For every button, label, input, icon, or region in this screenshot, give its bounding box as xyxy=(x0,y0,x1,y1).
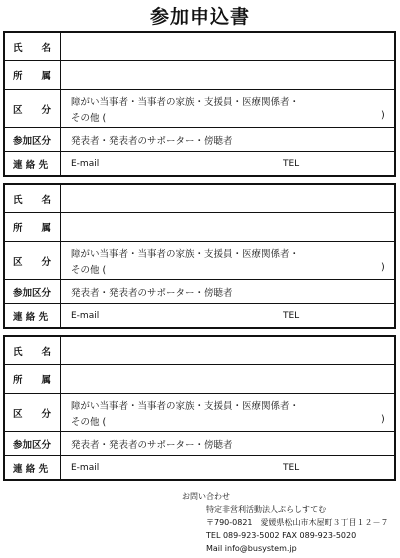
participation-field[interactable] xyxy=(61,128,394,151)
application-form-2 xyxy=(3,183,396,329)
category-options-line1: 障がい当事者・当事者の家族・支援員・医療関係者・ xyxy=(71,97,300,108)
category-row xyxy=(5,242,394,280)
participation-row xyxy=(5,432,394,456)
participation-field[interactable] xyxy=(61,432,394,455)
contact-info xyxy=(182,490,389,555)
category-options-line2: その他 ( xyxy=(71,417,107,428)
participation-options: 発表者・発表者のサポーター・傍聴者 xyxy=(71,135,233,147)
category-label: 区 分 xyxy=(5,394,61,431)
affiliation-field[interactable] xyxy=(61,213,394,241)
participation-field[interactable] xyxy=(61,280,394,303)
category-paren-close: ) xyxy=(381,262,385,273)
affiliation-field[interactable] xyxy=(61,365,394,393)
participation-options: 発表者・発表者のサポーター・傍聴者 xyxy=(71,287,233,299)
category-row xyxy=(5,90,394,128)
tel-label: TEL xyxy=(283,158,300,169)
category-paren-close: ) xyxy=(381,110,385,121)
category-options-line1: 障がい当事者・当事者の家族・支援員・医療関係者・ xyxy=(71,249,300,260)
category-options-line2: その他 ( xyxy=(71,265,107,276)
contact-row xyxy=(5,304,394,327)
contact-row xyxy=(5,152,394,175)
participation-label: 参加区分 xyxy=(5,128,61,151)
email-label: E-mail xyxy=(71,462,100,473)
category-field[interactable] xyxy=(61,394,394,431)
affiliation-row xyxy=(5,365,394,394)
tel-label: TEL xyxy=(283,462,300,473)
affiliation-row xyxy=(5,213,394,242)
category-label: 区 分 xyxy=(5,242,61,279)
page-title: 参加申込書 xyxy=(149,6,250,28)
email-label: E-mail xyxy=(71,158,100,169)
category-options-line2: その他 ( xyxy=(71,113,107,124)
name-label: 氏 名 xyxy=(5,33,61,60)
name-row xyxy=(5,185,394,213)
participation-options: 発表者・発表者のサポーター・傍聴者 xyxy=(71,439,233,451)
category-field[interactable] xyxy=(61,90,394,127)
affiliation-label: 所 属 xyxy=(5,365,61,393)
name-label: 氏 名 xyxy=(5,185,61,212)
affiliation-label: 所 属 xyxy=(5,213,61,241)
email-label: E-mail xyxy=(71,310,100,321)
name-field[interactable] xyxy=(61,185,394,212)
contact-label: 連 絡 先 xyxy=(5,304,61,327)
participation-label: 参加区分 xyxy=(5,280,61,303)
contact-label: 連 絡 先 xyxy=(5,456,61,479)
contact-field[interactable] xyxy=(61,304,394,327)
organization-mail: Mail info@busystem.jp xyxy=(206,544,297,553)
name-row xyxy=(5,33,394,61)
contact-heading: お問い合わせ xyxy=(182,492,230,501)
organization-phone-fax: TEL 089-923-5002 FAX 089-923-5020 xyxy=(206,531,357,540)
contact-field[interactable] xyxy=(61,152,394,175)
name-field[interactable] xyxy=(61,33,394,60)
contact-field[interactable] xyxy=(61,456,394,479)
participation-row xyxy=(5,280,394,304)
application-form-1 xyxy=(3,31,396,177)
category-paren-close: ) xyxy=(381,414,385,425)
name-field[interactable] xyxy=(61,337,394,364)
affiliation-field[interactable] xyxy=(61,61,394,89)
contact-row xyxy=(5,456,394,479)
participation-label: 参加区分 xyxy=(5,432,61,455)
application-form-3 xyxy=(3,335,396,481)
affiliation-row xyxy=(5,61,394,90)
tel-label: TEL xyxy=(283,310,300,321)
organization-name: 特定非営利活動法人ぷらしすてむ xyxy=(206,505,327,514)
category-options-line1: 障がい当事者・当事者の家族・支援員・医療関係者・ xyxy=(71,401,300,412)
name-label: 氏 名 xyxy=(5,337,61,364)
category-row xyxy=(5,394,394,432)
category-label: 区 分 xyxy=(5,90,61,127)
organization-address: 〒790-0821 愛媛県松山市木屋町３丁目１２－７ xyxy=(206,518,389,527)
category-field[interactable] xyxy=(61,242,394,279)
participation-row xyxy=(5,128,394,152)
affiliation-label: 所 属 xyxy=(5,61,61,89)
contact-label: 連 絡 先 xyxy=(5,152,61,175)
name-row xyxy=(5,337,394,365)
